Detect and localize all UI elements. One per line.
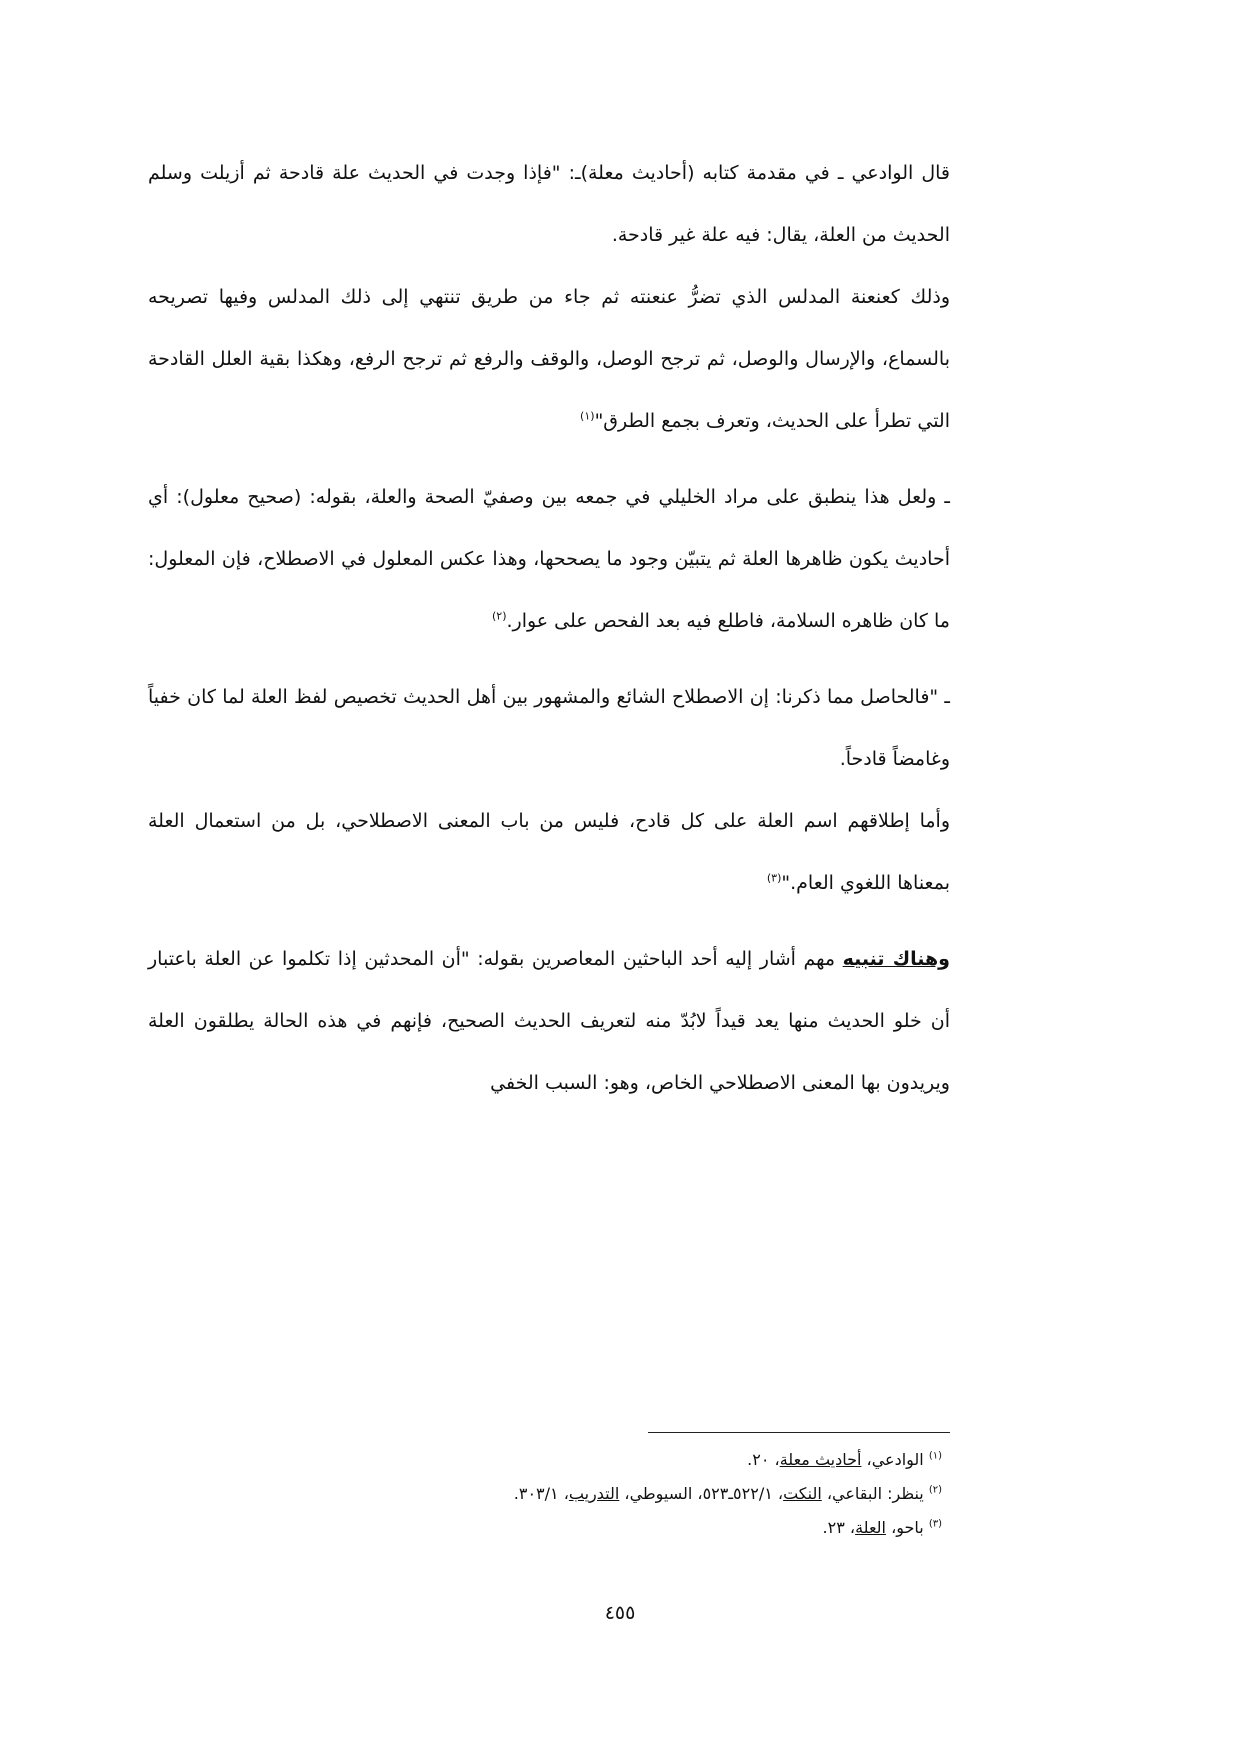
paragraph-text: ـ ولعل هذا ينطبق على مراد الخليلي في جمعه بين وصفيّ الصحة والعلة، بقوله: (صحيح معلول): أي أحاديث يكون ظاهرها العلة ثم يتبيّن وجود ما يصححها، وهذا عكس المعلول في الاصطلاح، فإن المعلول: ما كان ظاهره السلامة، فاطلع فيه بعد الفحص على عوار. — [148, 486, 950, 632]
paragraph-text: مهم أشار إليه أحد الباحثين المعاصرين بقوله: "أن المحدثين إذا تكلموا عن العلة باعتبار أن خلو الحديث منها يعد قيداً لابُدّ منه لتعريف الحديث الصحيح، فإنهم في هذه الحالة يطلقون العلة ويريدون بها المعنى الاصطلاحي الخاص، وهو: السبب الخفي — [148, 948, 950, 1094]
footnote-book-title-2: التدريب — [568, 1484, 620, 1503]
footnote-3 — [148, 1511, 942, 1545]
footnote-author: الوادعي، — [861, 1450, 929, 1469]
main-text — [148, 142, 950, 1114]
footnote-divider — [648, 1432, 950, 1433]
paragraph-text: وذلك كعنعنة المدلس الذي تضرُّ عنعنته ثم جاء من طريق تنتهي إلى ذلك المدلس وفيها تصريحه بالسماع، والإرسال والوصل، ثم ترجح الوصل، والوقف والرفع ثم ترجح الرفع، وهكذا بقية العلل القادحة التي تطرأ على الحديث، وتعرف بجمع الطرق" — [148, 286, 950, 432]
footnote-page: ، ٣٠٣/١. — [513, 1484, 569, 1503]
footnote-page: ، ٢٣. — [822, 1518, 856, 1537]
paragraph-text: قال الوادعي ـ في مقدمة كتابه (أحاديث معلة)ـ: "فإذا وجدت في الحديث علة قادحة ثم أزيلت وسلم الحديث من العلة، يقال: فيه علة غير قادحة. — [148, 162, 950, 246]
footnote-ref-1[interactable]: (١) — [580, 409, 595, 423]
paragraph-wadi-quote — [148, 142, 950, 266]
note-heading: وهناك تنبيه — [842, 948, 950, 970]
footnote-2 — [148, 1477, 942, 1511]
paragraph-conclusion — [148, 666, 950, 790]
footnote-page: ، ٢٠. — [747, 1450, 780, 1469]
footnote-middle: ، ٥٢٢/١ـ٥٢٣، السيوطي، — [619, 1484, 784, 1503]
paragraph-linguistic-meaning — [148, 790, 950, 914]
footnote-book-title: النكت — [783, 1484, 822, 1503]
paragraph-tadlis-example — [148, 266, 950, 452]
footnote-book-title: أحاديث معلة — [779, 1450, 862, 1469]
paragraph-khalili — [148, 466, 950, 652]
footnote-1 — [148, 1443, 942, 1477]
footnote-number: (٢) — [928, 1484, 942, 1496]
footnote-number: (١) — [928, 1450, 942, 1462]
paragraph-text: ـ "فالحاصل مما ذكرنا: إن الاصطلاح الشائع والمشهور بين أهل الحديث تخصيص لفظ العلة لما كان خفياً وغامضاً قادحاً. — [148, 686, 950, 770]
footnote-number: (٣) — [928, 1518, 942, 1530]
page-number: ٤٥٥ — [604, 1602, 636, 1624]
paragraph-note — [148, 928, 950, 1114]
paragraph-text: وأما إطلاقهم اسم العلة على كل قادح، فليس من باب المعنى الاصطلاحي، بل من استعمال العلة بمعناها اللغوي العام." — [148, 810, 950, 894]
footnote-book-title: العلة — [855, 1518, 886, 1537]
footnote-ref-2[interactable]: (٢) — [491, 609, 507, 623]
footnotes — [148, 1443, 942, 1545]
footnote-ref-3[interactable]: (٣) — [766, 871, 782, 885]
footnote-author: ينظر: البقاعي، — [821, 1484, 929, 1503]
footnote-author: باحو، — [885, 1518, 929, 1537]
